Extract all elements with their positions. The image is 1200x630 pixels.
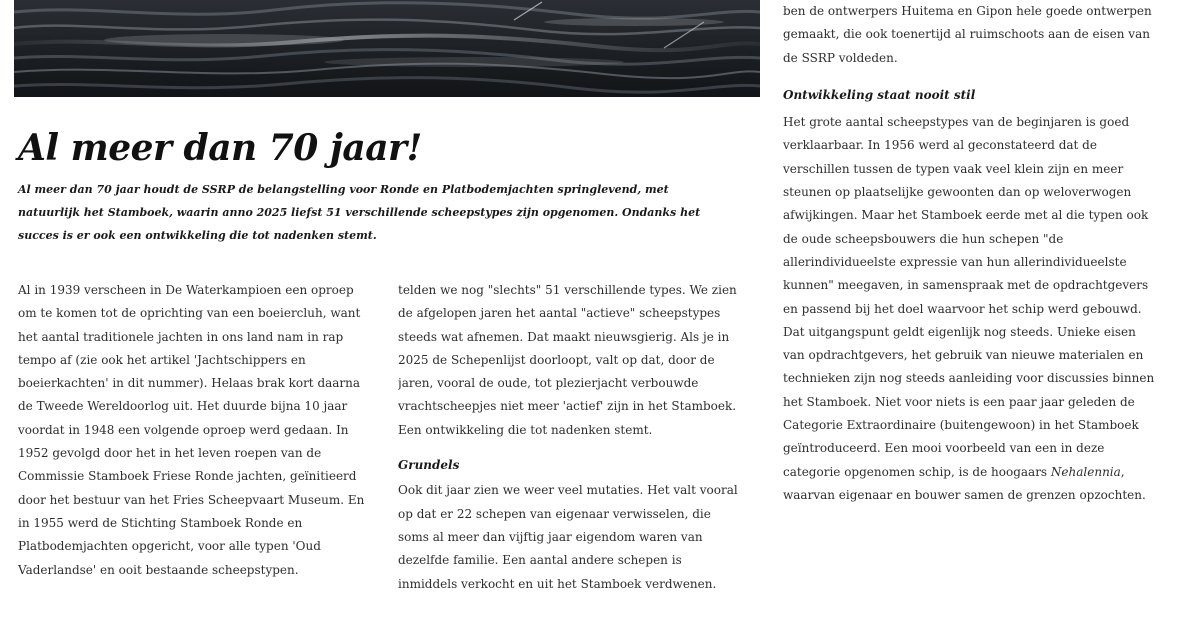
ship-name: Nehalennia — [1050, 464, 1121, 479]
column-right — [783, 0, 1155, 630]
section-subhead: Grundels — [398, 458, 460, 473]
paragraph — [783, 321, 1155, 507]
header-photo — [14, 0, 760, 97]
paragraph: ben de ontwerpers Huitema en Gipon hele goede ontwerpen gemaakt, die ook toenertijd al ruimschoots aan de eisen van de SSRP voldeden. — [783, 4, 1152, 65]
paragraph: Het grote aantal scheepstypes van de beginjaren is goed verklaarbaar. In 1956 werd al geconstateerd dat de verschillen tussen de typen vaak veel klein zijn en meer steunen op plaatselijke gewoonten dan op weloverwogen afwijkingen. Maar het Stamboek eerde met al die typen ook de oude scheepsbouwers die hun schepen "de allerindividueelste expressie van hun allerindividueelste kunnen" meegaven, in samenspraak met de opdrachtgevers en passend bij het doel waarvoor het schip werd gebouwd. — [783, 115, 1149, 316]
column-left — [18, 279, 376, 630]
paragraph: Al in 1939 verscheen in De Waterkampioen een oproep om te komen tot de oprichting van een boeiercluh, want het aantal traditionele jachten in ons land nam in rap tempo af (zie ook het artikel 'Jachtschippers en boeierkachten' in dit nummer). Helaas brak kort daarna de Tweede Wereldoorlog uit. Het duurde bijna 10 jaar voordat in 1948 een volgende oproep werd gedaan. In 1952 gevolgd door het in het leven roepen van de Commissie Stamboek Friese Ronde jachten, geïnitieerd door het bestuur van het Fries Scheepvaart Museum. En in 1955 werd de Stichting Stamboek Ronde en Platbodemjachten opgericht, voor alle typen 'Oud Vaderlandse' en ooit bestaande scheepstypen. — [18, 283, 365, 577]
water-photo-graphic — [14, 0, 760, 97]
article-intro: Al meer dan 70 jaar houdt de SSRP de belangstelling voor Ronde en Platbodemjachten springlevend, met natuurlijk het Stamboek, waarin anno 2025 liefst 51 verschillende scheepstypes zijn opgenomen. Ondanks het succes is er ook een ontwikkeling die tot nadenken stemt. — [18, 183, 701, 242]
column-middle — [398, 279, 740, 630]
article-headline: Al meer dan 70 jaar! — [18, 127, 422, 169]
paragraph-text: , waarvan eigenaar en bouwer samen de grenzen opzochten. — [783, 464, 1146, 502]
paragraph: telden we nog "slechts" 51 verschillende types. We zien de afgelopen jaren het aantal "actieve" scheepstypes steeds wat afnemen. Dat maakt nieuwsgierig. Als je in 2025 de Schepenlijst doorloopt, valt op dat, door de jaren, vooral de oude, tot plezierjacht verbouwde vrachtscheepjes niet meer 'actief' zijn in het Stamboek. Een ontwikkeling die tot nadenken stemt. — [398, 283, 737, 437]
section-subhead: Ontwikkeling staat nooit stil — [783, 87, 976, 102]
paragraph: Ook dit jaar zien we weer veel mutaties. Het valt vooral op dat er 22 schepen van eigenaar verwisselen, die soms al meer dan vijftig jaar eigendom waren van dezelfde familie. Een aantal andere schepen is inmiddels verkocht en uit het Stamboek verdwenen. — [398, 483, 738, 591]
paragraph-text: Dat uitgangspunt geldt eigenlijk nog steeds. Unieke eisen van opdrachtgevers, het gebruik van nieuwe materialen en technieken zijn nog steeds aanleiding voor discussies binnen het Stamboek. Niet voor niets is een paar jaar geleden de Categorie Extraordinaire (buitengewoon) in het Stamboek geïntroduceerd. Een mooi voorbeeld van een in deze categorie opgenomen schip, is de hoogaars — [783, 324, 1155, 479]
